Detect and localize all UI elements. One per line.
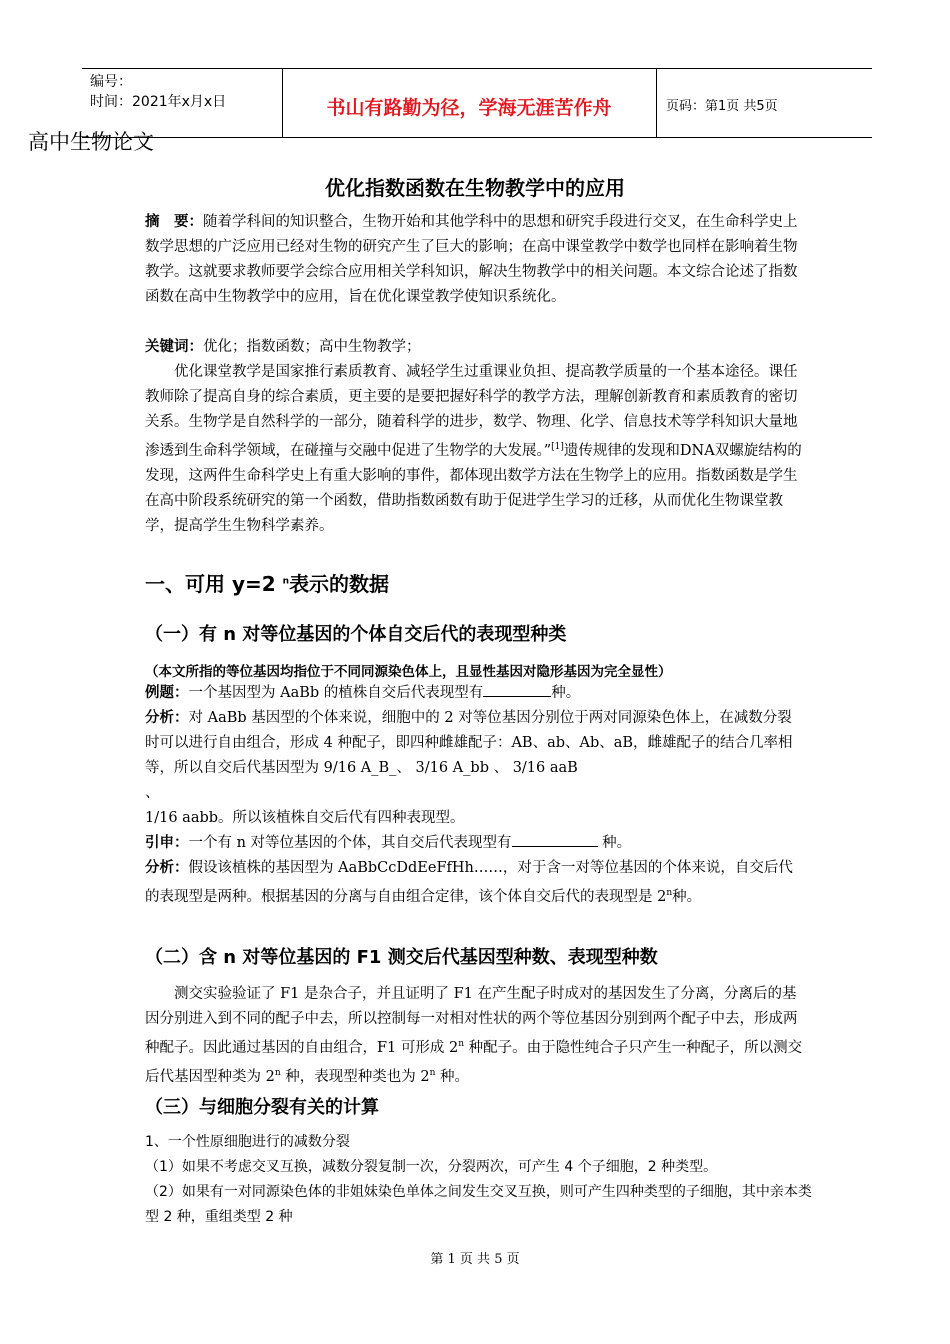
sub2-text-b: 种配子。由于隐性纯合子只产生一种配子，所以测交后代基因型种类为 2 [145,1039,803,1085]
page-title: 优化指数函数在生物教学中的应用 [325,176,625,200]
example-label: 例题： [145,685,189,701]
header-page-info: 页码：第1页 共5页 [666,99,778,114]
analysis2-label: 分析： [145,860,189,876]
intro-text-part1: 优化课堂教学是国家推行素质教育、减轻学生过重课业负担、提高教学质量的一个基本途径。课任教师除了提高自身的综合素质，更主要的是要把握好科学的教学方法，理解创新教育和素质教育的密切关系。生物学是自然科学的一部分，随着科学的进步，数学、物理、化学、信息技术等学科知识大量地渗透到生命科学领域，在碰撞与交融中促进了生物学的大发展。” [145,364,798,459]
section1-heading-pre: 一、可用 y=2 [145,572,283,596]
abstract-paragraph [145,210,805,310]
section-label: 高中生物论文 [28,130,154,154]
extend-label: 引申： [145,835,189,851]
sub2-text-a: 测交实验验证了 F1 是杂合子，并且证明了 F1 在产生配子时成对的基因发生了分离，分离后的基因分别进入到不同的配子中去，所以控制每一对相对性状的两个等位基因分别到两个配子中去，形成两种配子。因此通过基因的自由组合，F1 可形成 2 [145,986,798,1056]
analysis-label: 分析： [145,710,189,726]
sub3-list [145,1130,825,1230]
section1-heading-post: 表示的数据 [289,572,390,596]
section1-heading-sup: n [282,576,290,587]
section1-heading [145,568,389,597]
sub3-item-1: 1、一个性原细胞进行的减数分裂 [145,1134,350,1150]
sub2-text-d: 种。 [435,1068,469,1085]
extend-text: 一个有 n 对等位基因的个体，其自交后代表现型有 [188,835,512,851]
sub3-item-2: （1）如果不考虑交叉互换，减数分裂复制一次，分裂两次，可产生 4 个子细胞，2 种类型。 [145,1159,718,1175]
page-header [82,68,872,138]
analysis2-sup: n [666,888,673,898]
keywords-label: 关键词： [145,339,203,355]
document-time-label: 时间：2021年x月x日 [90,94,227,110]
page-footer: 第 1 页 共 5 页 [430,1252,520,1267]
analysis-text: 对 AaBb 基因型的个体来说，细胞中的 2 对等位基因分别位于两对同源染色体上，在减数分裂时可以进行自由组合，形成 4 种配子，即四种雌雄配子：AB、ab、Ab、aB，雌雄配子的结合几率相等，所以自交后代基因型为 9/16 A_B_、 3/16 A_bb 、 3/16 aaB [145,710,793,776]
sub2-sup-b: n [274,1067,281,1078]
sub3-item-3: （2）如果有一对同源染色体的非姐妹染色单体之间发生交叉互换，则可产生四种类型的子细胞，其中亲本类型 2 种，重组类型 2 种 [145,1184,812,1225]
example-answer-blank [483,682,551,697]
sub2-sup-c: n [429,1067,436,1078]
sub1-heading: （一）有 n 对等位基因的个体自交后代的表现型种类 [145,624,567,645]
header-page-cell [656,69,872,137]
sub1-note: （本文所指的等位基因均指位于不同同源染色体上，且显性基因对隐形基因为完全显性） [145,664,672,680]
sub3-heading: （三）与细胞分裂有关的计算 [145,1097,379,1118]
analysis-line2: 、 [145,785,160,801]
header-motto: 书山有路勤为径，学海无涯苦作舟 [326,97,612,119]
example-paragraph [145,681,805,706]
abstract-text: 随着学科间的知识整合，生物开始和其他学科中的思想和研究手段进行交叉，在生命科学史上数学思想的广泛应用已经对生物的研究产生了巨大的影响；在高中课堂教学中数学也同样在影响着生物教学。这就要求教师要学会综合应用相关学科知识，解决生物教学中的相关问题。本文综合论述了指数函数在高中生物教学中的应用，旨在优化课堂教学使知识系统化。 [145,214,798,305]
example-text: 一个基因型为 AaBb 的植株自交后代表现型有 [188,685,484,701]
intro-reference: [1] [551,442,564,452]
analysis2-end: 种。 [672,888,702,905]
abstract-label: 摘 要： [145,214,203,230]
analysis2-text: 假设该植株的基因型为 AaBbCcDdEeFfHh……，对于含一对等位基因的个体来说，自交后代的表现型是两种。根据基因的分离与自由组合定律，该个体自交后代的表现型是 2 [145,860,793,905]
extend-answer-blank [512,832,598,847]
analysis-line3: 1/16 aabb。所以该植株自交后代有四种表现型。 [145,810,465,826]
analysis-paragraph [145,706,805,831]
keywords-text: 优化；指数函数；高中生物教学； [203,339,421,355]
header-motto-cell [282,69,657,137]
keywords-paragraph [145,335,805,360]
example-text-end: 种。 [551,685,581,701]
sub2-heading: （二）含 n 对等位基因的 F1 测交后代基因型种数、表现型种数 [145,947,658,968]
sub2-sup-a: n [458,1039,465,1049]
intro-paragraph [145,360,805,539]
intro-text-part2: 遗传规律的发现和DNA双螺旋结构的发现，这两件生命科学史上有重大影响的事件，都体现出数学方法在生物学上的应用。指数函数是学生在高中阶段系统研究的第一个函数，借助指数函数有助于促进学生学习的迁移，从而优化生物课堂教学，提高学生生物科学素养。 [145,442,802,534]
extend-text-end: 种。 [602,835,632,851]
analysis2-paragraph [145,856,805,910]
document-number-label: 编号： [90,74,132,90]
sub2-text-c: 种，表现型种类也为 2 [280,1068,430,1085]
sub2-paragraph [145,982,805,1090]
extend-paragraph [145,831,805,856]
